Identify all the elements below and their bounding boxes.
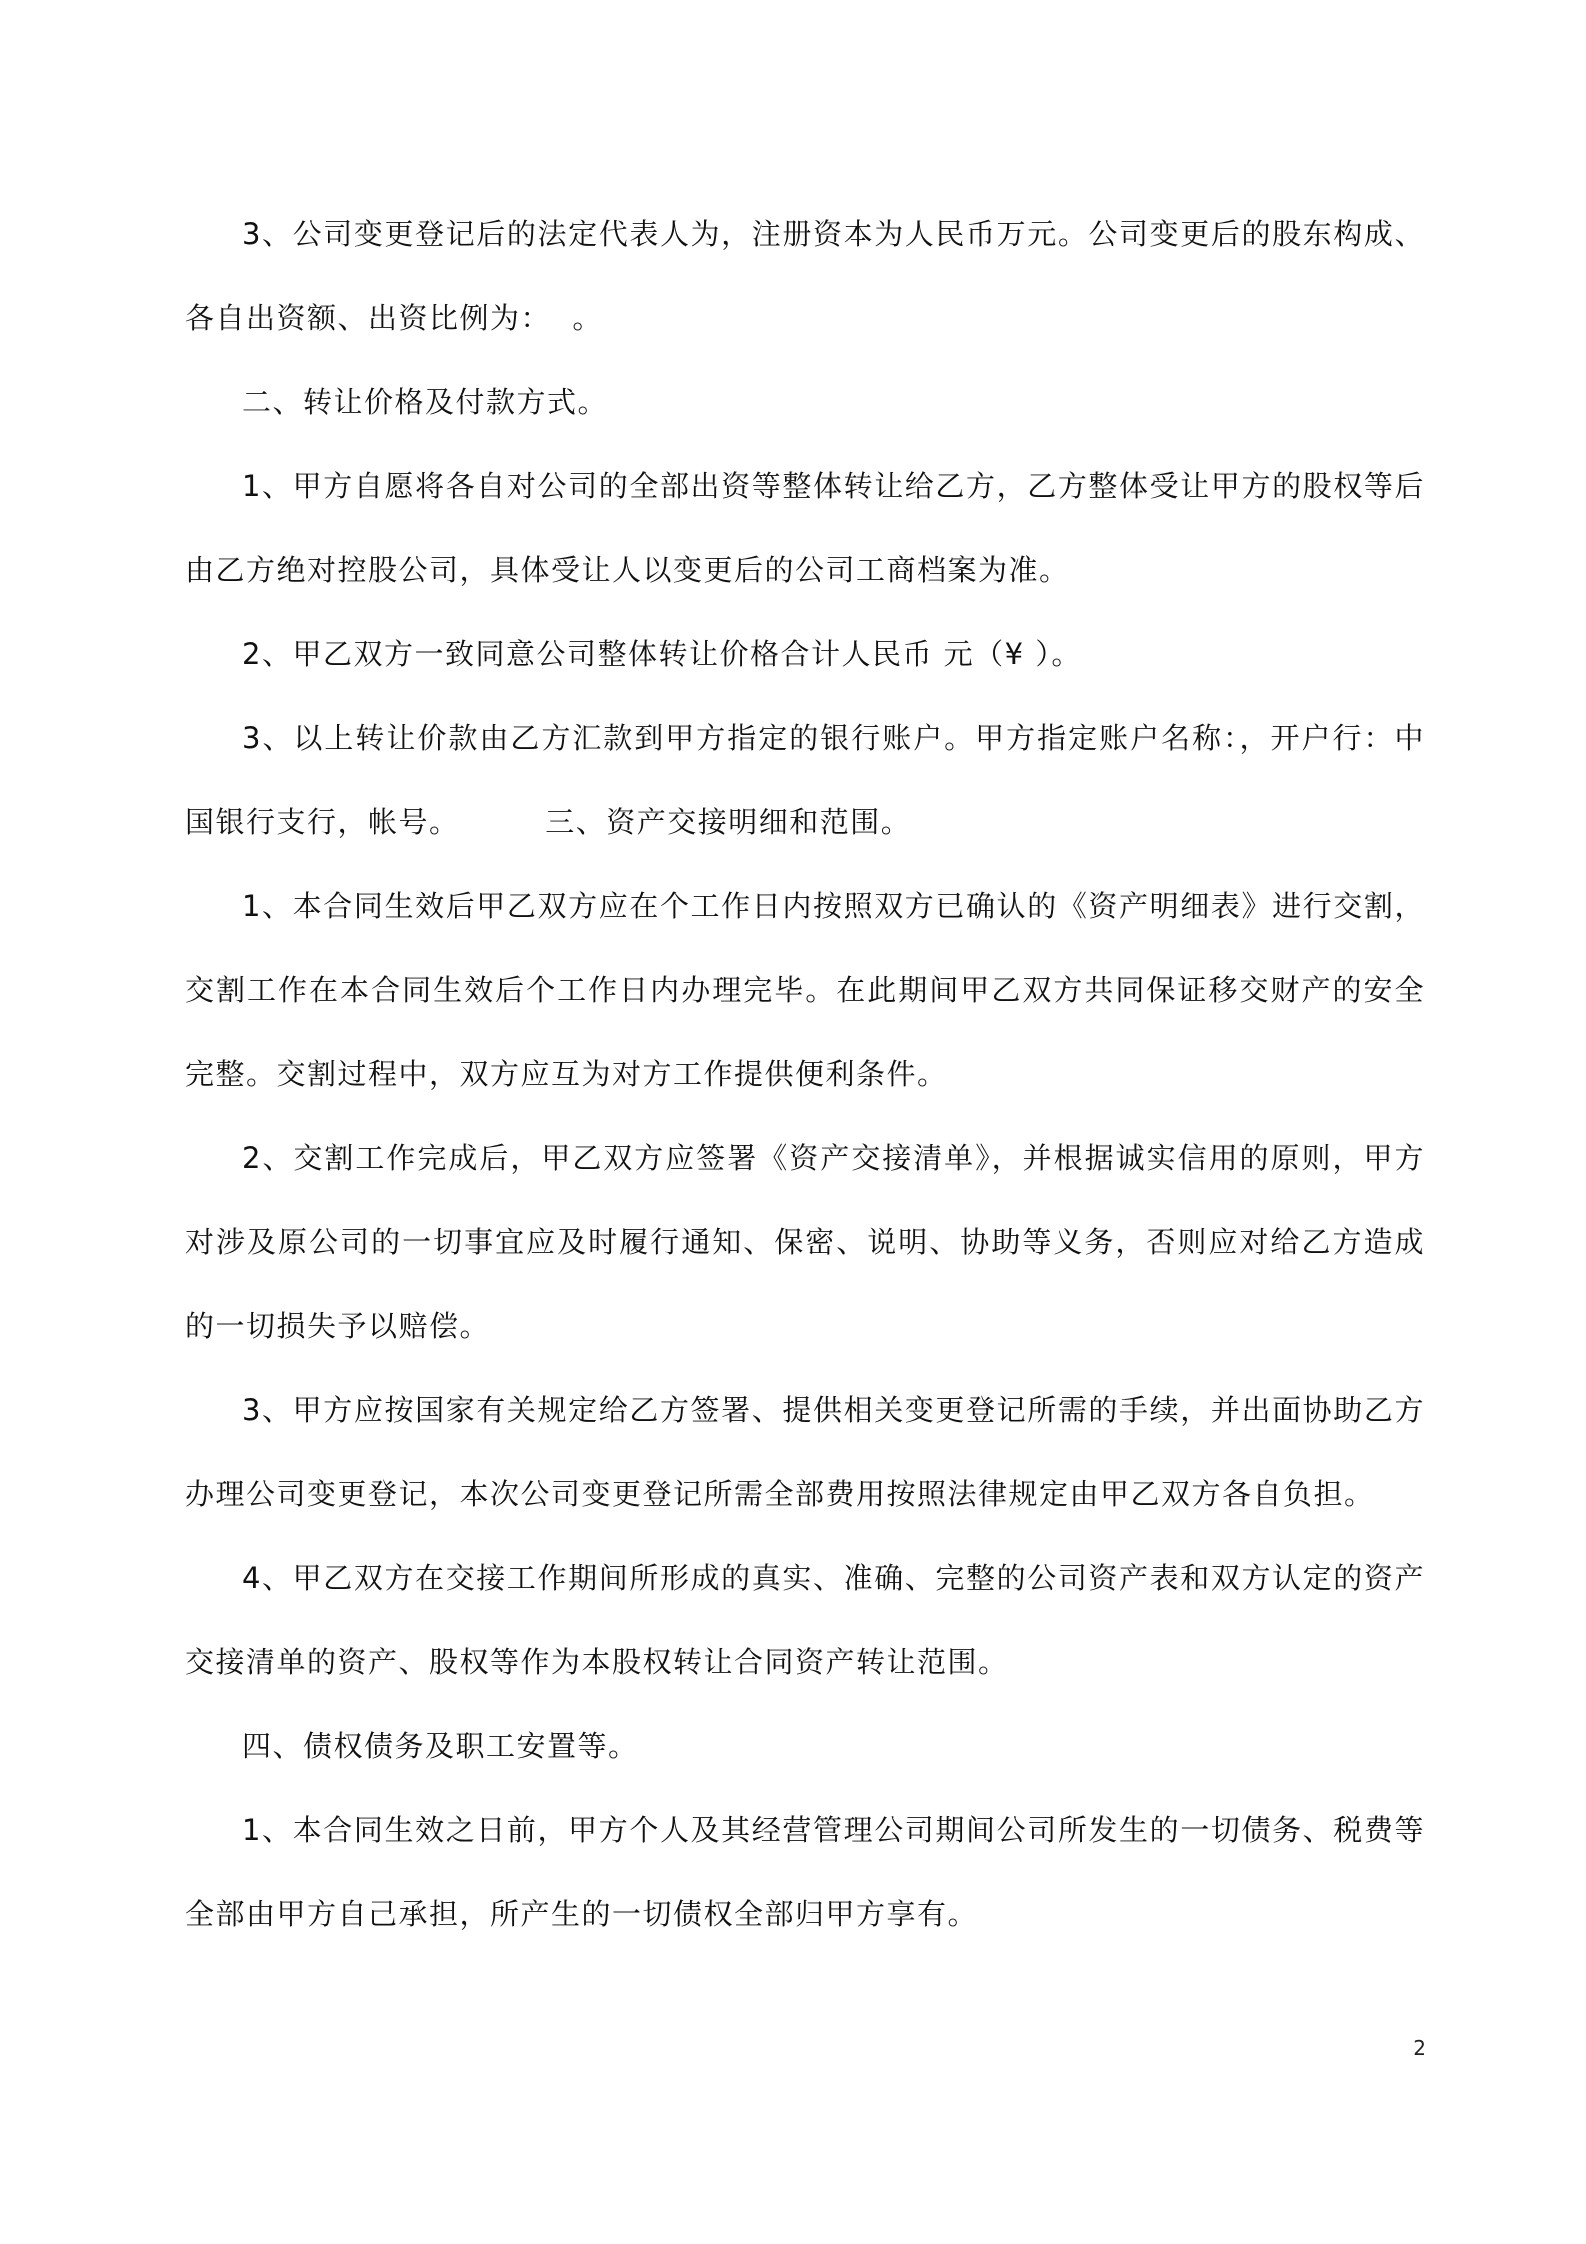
paragraph-clause-3-2: 2、交割工作完成后，甲乙双方应签署《资产交接清单》，并根据诚实信用的原则，甲方对涉及原公司的一切事宜应及时履行通知、保密、说明、协助等义务，否则应对给乙方造成的一切损失予以赔偿。 xyxy=(185,1141,1425,1343)
paragraph-clause-3-registration: 3、公司变更登记后的法定代表人为，注册资本为人民币万元。公司变更后的股东构成、各自出资额、出资比例为： 。 xyxy=(185,217,1425,335)
paragraph-clause-3-3: 3、甲方应按国家有关规定给乙方签署、提供相关变更登记所需的手续，并出面协助乙方办理公司变更登记，本次公司变更登记所需全部费用按照法律规定由甲乙双方各自负担。 xyxy=(185,1393,1425,1511)
paragraph-clause-3-1: 1、本合同生效后甲乙双方应在个工作日内按照双方已确认的《资产明细表》进行交割，交割工作在本合同生效后个工作日内办理完毕。在此期间甲乙双方共同保证移交财产的安全完整。交割过程中，双方应互为对方工作提供便利条件。 xyxy=(185,889,1425,1091)
heading-section-2: 二、转让价格及付款方式。 xyxy=(242,385,609,419)
paragraph-clause-2-1: 1、甲方自愿将各自对公司的全部出资等整体转让给乙方，乙方整体受让甲方的股权等后由乙方绝对控股公司，具体受让人以变更后的公司工商档案为准。 xyxy=(185,469,1425,587)
document-body xyxy=(185,192,1425,1956)
paragraph-clause-3-4: 4、甲乙双方在交接工作期间所形成的真实、准确、完整的公司资产表和双方认定的资产交接清单的资产、股权等作为本股权转让合同资产转让范围。 xyxy=(185,1561,1425,1679)
paragraph-clause-2-2: 2、甲乙双方一致同意公司整体转让价格合计人民币 元（¥ ）。 xyxy=(242,637,1082,671)
paragraph-clause-4-1: 1、本合同生效之日前，甲方个人及其经营管理公司期间公司所发生的一切债务、税费等全部由甲方自己承担，所产生的一切债权全部归甲方享有。 xyxy=(185,1813,1425,1931)
page-number: 2 xyxy=(1413,2036,1426,2060)
heading-section-4: 四、债权债务及职工安置等。 xyxy=(242,1729,639,1763)
paragraph-clause-2-3: 3、以上转让价款由乙方汇款到甲方指定的银行账户。甲方指定账户名称：，开户行：中国银行支行，帐号。 三、资产交接明细和范围。 xyxy=(185,721,1425,839)
